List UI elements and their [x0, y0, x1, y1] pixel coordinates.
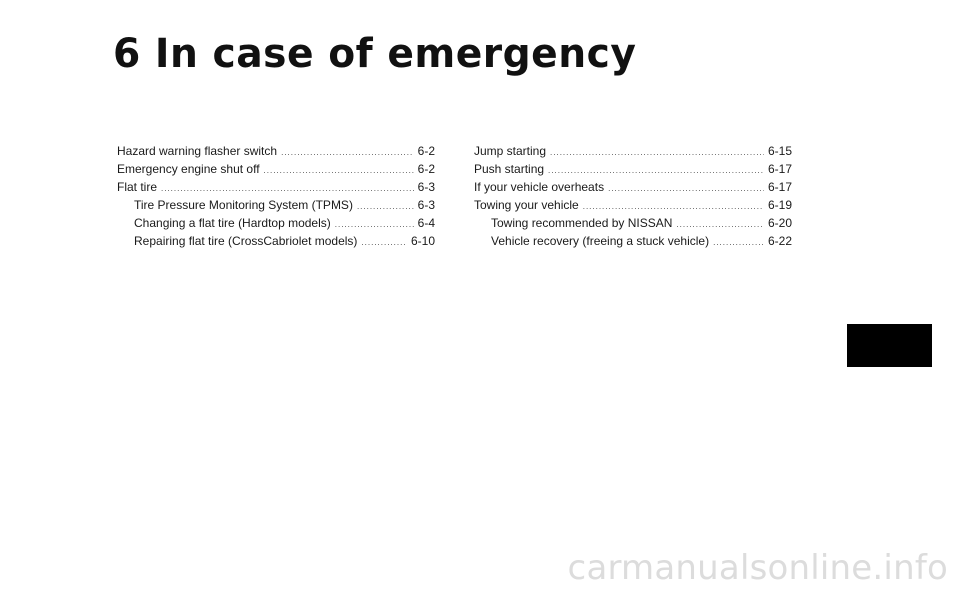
toc-entry-page: 6-15	[767, 144, 792, 158]
toc-entry-page: 6-10	[410, 234, 435, 249]
toc-entry-text: Tire Pressure Monitoring System (TPMS)	[134, 198, 353, 213]
dot-leader	[713, 234, 764, 251]
dot-leader	[161, 180, 414, 197]
dot-leader	[361, 234, 407, 251]
toc-entry[interactable]	[117, 179, 435, 197]
dot-leader	[608, 180, 764, 197]
dot-leader	[281, 144, 414, 161]
toc-entry-text: Vehicle recovery (freeing a stuck vehicle)	[491, 234, 710, 249]
toc-entry-page: 6-22	[767, 234, 792, 249]
dot-leader	[676, 216, 764, 233]
toc-entry-text: Changing a flat tire (Hardtop models)	[134, 216, 331, 231]
toc-column-right	[474, 143, 792, 252]
chapter-title: 6 In case of emergency	[113, 31, 637, 77]
toc-entry[interactable]	[474, 197, 792, 215]
toc-entry-page: 6-3	[417, 198, 435, 213]
toc-entry-page: 6-2	[417, 162, 435, 177]
toc-entry-page: 6-4	[417, 216, 435, 231]
toc-subentry[interactable]	[117, 215, 435, 233]
toc-entry-text: Emergency engine shut off	[117, 162, 260, 177]
toc-entry-page: 6-2	[417, 144, 435, 158]
toc-entry-text: Jump starting	[474, 144, 547, 158]
watermark: carmanualsonline.info	[567, 548, 948, 588]
toc-entry-text: Hazard warning flasher switch	[117, 144, 278, 158]
toc-subentry[interactable]	[474, 215, 792, 233]
toc-entry-page: 6-20	[767, 216, 792, 231]
toc-entry-text: Towing recommended by NISSAN	[491, 216, 673, 231]
toc-entry[interactable]	[117, 143, 435, 161]
toc-entry-text: If your vehicle overheats	[474, 180, 605, 195]
toc-entry-text: Flat tire	[117, 180, 158, 195]
toc-entry[interactable]	[117, 161, 435, 179]
toc-entry[interactable]	[474, 179, 792, 197]
toc-entry-page: 6-17	[767, 180, 792, 195]
dot-leader	[550, 144, 764, 161]
toc-entry-text: Repairing flat tire (CrossCabriolet models)	[134, 234, 358, 249]
dot-leader	[335, 216, 414, 233]
dot-leader	[264, 162, 414, 179]
dot-leader	[357, 198, 414, 215]
toc-entry[interactable]	[474, 143, 792, 161]
toc-column-left	[117, 143, 435, 252]
toc-entry-page: 6-17	[767, 162, 792, 177]
toc-entry-text: Towing your vehicle	[474, 198, 579, 213]
toc-entry-page: 6-19	[767, 198, 792, 213]
chapter-thumb-tab	[847, 324, 932, 367]
dot-leader	[548, 162, 764, 179]
toc-entry-text: Push starting	[474, 162, 545, 177]
toc-subentry[interactable]	[117, 233, 435, 251]
toc-entry-page: 6-3	[417, 180, 435, 195]
toc-subentry[interactable]	[117, 197, 435, 215]
toc-entry[interactable]	[474, 161, 792, 179]
toc-subentry[interactable]	[474, 233, 792, 251]
dot-leader	[583, 198, 764, 215]
